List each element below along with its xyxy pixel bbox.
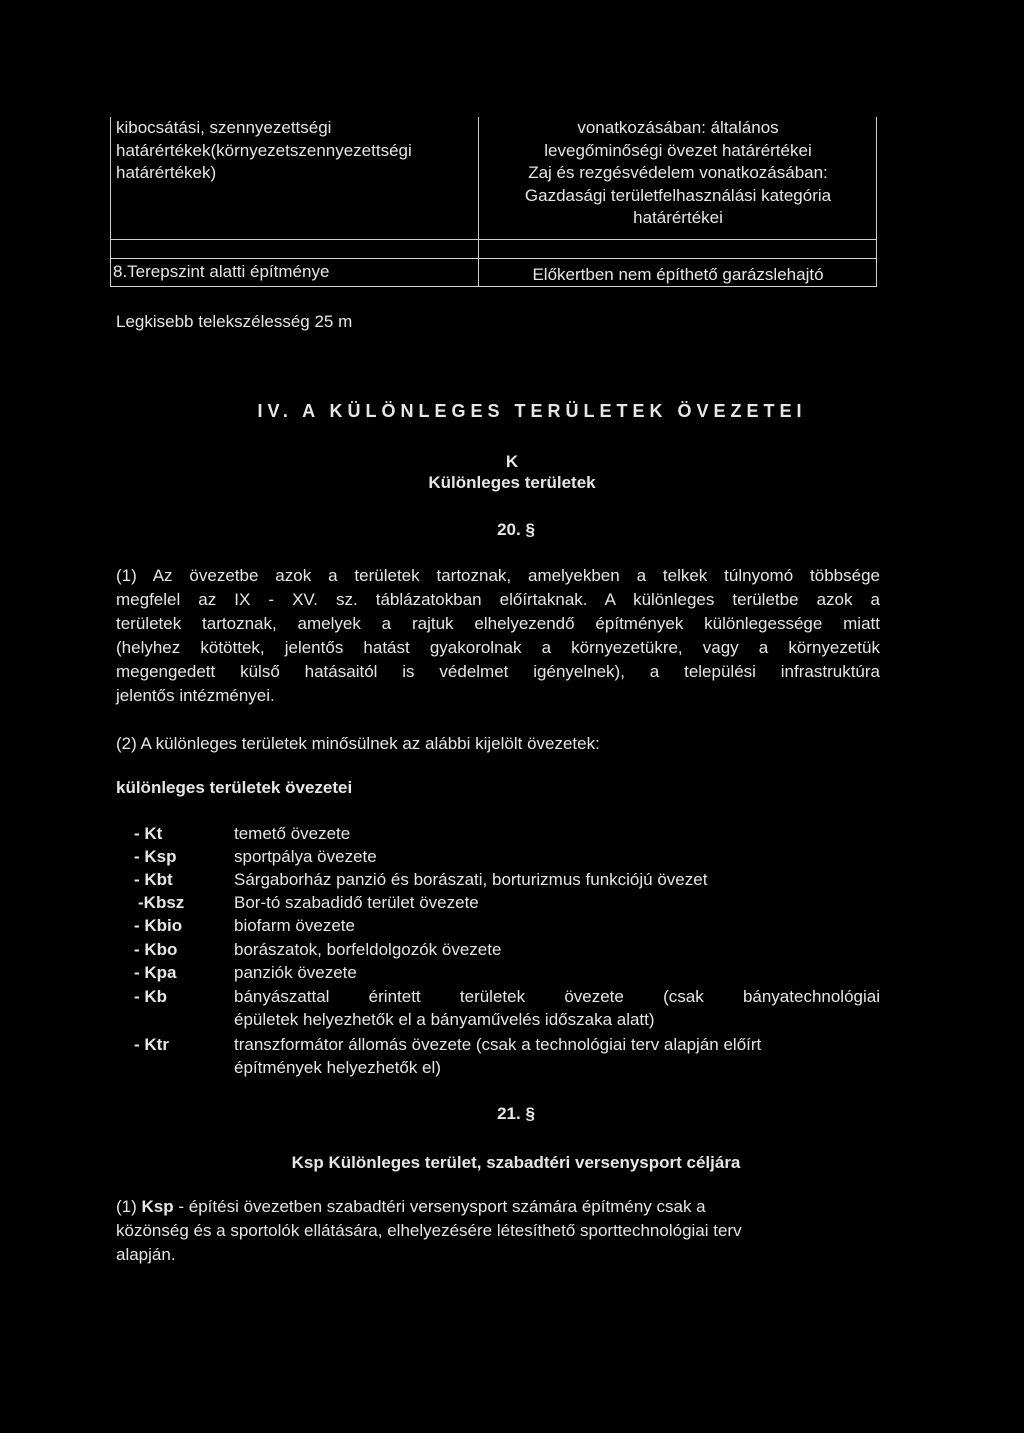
zone-list-desc-line: épületek helyezhetők el a bányaművelés időszaka alatt) — [234, 1010, 655, 1029]
zone-list-code: - Kt — [134, 824, 163, 843]
paragraph-line: alapján. — [116, 1245, 176, 1264]
paragraph-line: területek tartoznak, amelyek a rajtuk elhelyezendő építmények különlegessége miatt — [116, 614, 880, 633]
table-cell-line: határértékei — [633, 208, 723, 227]
table-cell-line: levegőminőségi övezet határértékei — [544, 140, 812, 160]
zone-list-desc-line: építmények helyezhetők el) — [234, 1058, 441, 1077]
table-cell-line: határértékek) — [116, 163, 217, 182]
zone-list-desc: borászatok, borfeldolgozók övezete — [234, 940, 502, 959]
zone-code: K — [505, 452, 519, 471]
zone-title: Különleges területek — [428, 473, 596, 492]
zone-list-desc: panziók övezete — [234, 963, 357, 982]
zone-list-desc: Bor-tó szabadidő terület övezete — [234, 893, 479, 912]
paragraph-line: (helyhez kötöttek, jelentős hatást gyakorolnak a környezetükre, vagy a környezetük — [116, 638, 880, 657]
zone-list-code: - Kbt — [134, 870, 173, 889]
paragraph-zone-code: Ksp — [141, 1197, 174, 1216]
min-width-note: Legkisebb telekszélesség 25 m — [116, 312, 353, 331]
zone-list-desc: biofarm övezete — [234, 916, 355, 935]
section-20-paragraph-1 — [116, 564, 880, 708]
zone-list-desc — [234, 1034, 880, 1079]
zone-list-desc: Sárgaborház panzió és borászati, borturizmus funkciójú övezet — [234, 870, 708, 889]
zone-list-code: - Kb — [134, 987, 168, 1006]
table-row1-left-cell — [116, 117, 476, 185]
section-20-paragraph-2: (2) A különleges területek minősülnek az alábbi kijelölt övezetek: — [116, 734, 600, 753]
chapter-title: IV. A KÜLÖNLEGES TERÜLETEK ÖVEZETEI — [257, 401, 807, 421]
zone-list-code: -Kbsz — [138, 893, 185, 912]
section-20-number: 20. § — [497, 520, 535, 539]
zone-list-desc: temető övezete — [234, 824, 351, 843]
table-row-divider-top — [110, 239, 877, 240]
section-21-number: 21. § — [497, 1104, 535, 1123]
paragraph-line: jelentős intézményei. — [116, 686, 275, 705]
table-row2-right-cell: Előkertben nem építhető garázslehajtó — [532, 265, 824, 284]
table-row2-left-cell: 8.Terepszint alatti építménye — [113, 262, 330, 281]
zone-list-code: - Kpa — [134, 963, 177, 982]
zone-list-code: - Kbio — [134, 916, 183, 935]
zone-list-desc-line: bányászattal érintett területek övezete (csak bányatechnológiai — [234, 987, 880, 1006]
paragraph-line: közönség és a sportolók ellátására, elhelyezésére létesíthető sporttechnológiai terv — [116, 1221, 742, 1240]
paragraph-line — [116, 1195, 856, 1219]
zone-list-desc-line: transzformátor állomás övezete (csak a technológiai terv alapján előírt — [234, 1035, 762, 1054]
zone-list-code: - Ksp — [134, 847, 177, 866]
paragraph-line: (1) Az övezetbe azok a területek tartoznak, amelyekben a telkek túlnyomó többsége — [116, 566, 880, 585]
section-21-paragraph-1 — [116, 1195, 856, 1267]
table-border-right — [876, 117, 877, 287]
table-border-left — [110, 117, 111, 287]
paragraph-prefix: (1) — [116, 1197, 137, 1216]
zone-list-code: - Ktr — [134, 1035, 169, 1054]
zone-list-desc: sportpálya övezete — [234, 847, 377, 866]
table-row1-right-cell — [484, 117, 872, 230]
table-row-divider — [110, 258, 877, 259]
table-cell-line: Gazdasági területfelhasználási kategória — [524, 185, 832, 205]
zone-list-code: - Kbo — [134, 940, 178, 959]
table-cell-line: Zaj és rezgésvédelem vonatkozásában: — [528, 163, 828, 182]
paragraph-text: - építési övezetben szabadtéri versenysport számára építmény csak a — [178, 1197, 706, 1216]
zone-list-desc — [234, 986, 880, 1031]
table-border-bottom — [110, 286, 877, 287]
paragraph-line: megengedett külső hatásaitól is védelmet igényelnek), a települési infrastruktúra — [116, 662, 880, 681]
section-21-title: Ksp Különleges terület, szabadtéri versenysport céljára — [291, 1153, 741, 1172]
zone-list-heading: különleges területek övezetei — [116, 778, 353, 797]
table-border-middle — [478, 117, 479, 287]
table-cell-line: vonatkozásában: általános — [577, 118, 779, 137]
table-cell-line: kibocsátási, szennyezettségi — [116, 118, 332, 137]
table-cell-line: határértékek(környezetszennyezettségi — [116, 140, 412, 160]
paragraph-line: megfelel az IX - XV. sz. táblázatokban előírtaknak. A különleges területbe azok a — [116, 590, 880, 609]
